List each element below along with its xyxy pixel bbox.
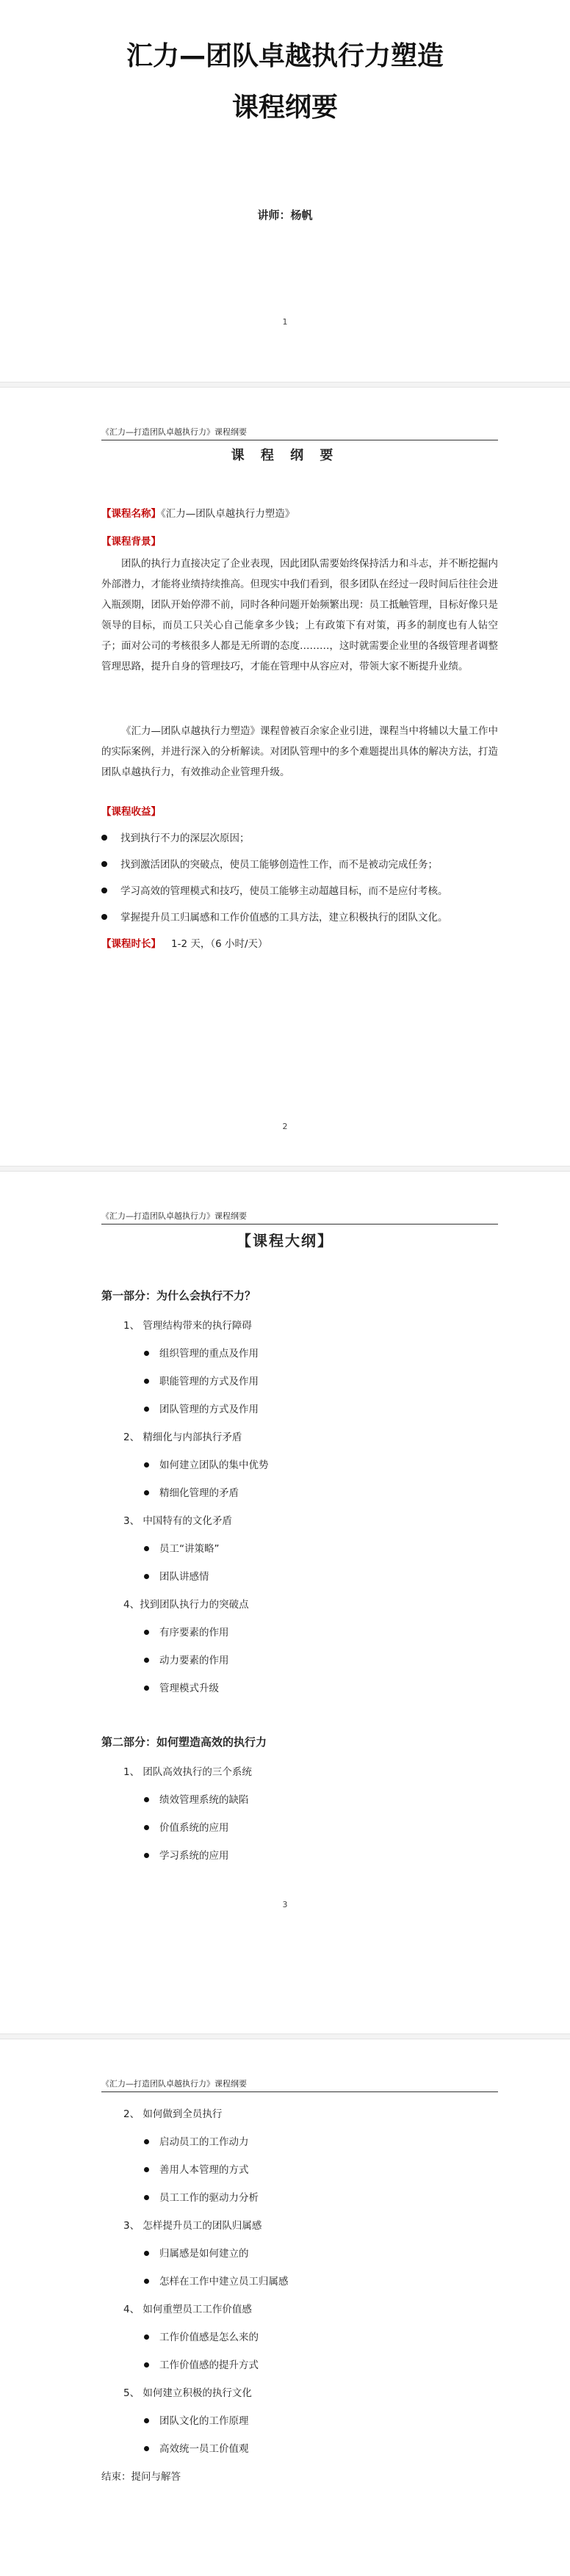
outline-sub-item: 善用人本管理的方式 — [144, 2161, 249, 2176]
cover-page — [0, 0, 570, 382]
bullet-icon — [101, 861, 107, 867]
outline-sub-item: 团队文化的工作原理 — [144, 2412, 249, 2427]
outline-sub-item: 怎样在工作中建立员工归属感 — [144, 2273, 289, 2287]
outline-sub-item: 职能管理的方式及作用 — [144, 1373, 259, 1387]
outline-item: 5、 如何建立积极的执行文化 — [123, 2387, 252, 2399]
bullet-icon — [144, 1490, 149, 1495]
duration-label: 【课程时长】 — [101, 938, 161, 950]
background-text-2: 《汇力—团队卓越执行力塑造》课程曾被百余家企业引进，课程当中将辅以大量工作中的实际案例，并进行深入的分析解读。对团队管理中的多个难题提出具体的解决方法，打造团队卓越执行力，有效推动企业管理升级。 — [101, 725, 498, 778]
outline-sub-item: 工作价值感是怎么来的 — [144, 2329, 259, 2343]
outline-sub-item: 价值系统的应用 — [144, 1819, 229, 1834]
outline-sub-item: 员工“讲策略” — [144, 1540, 220, 1555]
outline-sub-item: 精细化管理的矛盾 — [144, 1484, 239, 1499]
running-header: 《汇力—打造团队卓越执行力》课程纲要 — [101, 1210, 498, 1224]
outline-item: 3、 中国特有的文化矛盾 — [123, 1515, 232, 1527]
page-heading: 课 程 纲 要 — [231, 448, 339, 463]
bullet-icon — [144, 2167, 149, 2172]
outline-sub-item: 员工工作的驱动力分析 — [144, 2189, 259, 2204]
outline-page-continued — [0, 2039, 570, 2576]
lecturer: 讲师：杨帆 — [257, 208, 313, 222]
outline-sub-item: 高效统一员工价值观 — [144, 2440, 249, 2455]
benefits-label: 【课程收益】 — [101, 806, 161, 818]
outline-item: 4、找到团队执行力的突破点 — [123, 1599, 249, 1611]
bullet-icon — [144, 1462, 149, 1467]
syllabus-page — [0, 388, 570, 1166]
running-header: 《汇力—打造团队卓越执行力》课程纲要 — [101, 2078, 498, 2092]
bullet-icon — [144, 1574, 149, 1579]
benefit-item: 找到执行不力的深层次原因； — [101, 830, 250, 844]
outline-heading: 【课程大纲】 — [237, 1232, 333, 1249]
bullet-icon — [144, 2362, 149, 2368]
outline-item: 4、 如何重塑员工工作价值感 — [123, 2304, 252, 2315]
outline-item: 2、 如何做到全员执行 — [123, 2108, 223, 2120]
bullet-icon — [144, 1546, 149, 1551]
bullet-icon — [144, 2418, 149, 2423]
course-duration — [101, 935, 268, 950]
bullet-icon — [144, 2139, 149, 2144]
background-text-1: 团队的执行力直接决定了企业表现，因此团队需要始终保持活力和斗志，并不断挖掘内外部潜力，才能将业绩持续推高。但现实中我们看到，很多团队在经过一段时间后往往会进入瓶颈期，团队开始停滞不前，同时各种问题开始频繁出现：员工抵触管理，目标好像只是领导的目标，而员工只关心自己能拿多少钱；上有政策下有对策，再多的制度也有人钻空子；面对公司的考核很多人都是无所谓的态度………，这时就需要企业里的各级管理者调整管理思路，提升自身的管理技巧，才能在管理中从容应对，带领大家不断提升业绩。 — [101, 558, 498, 672]
bullet-icon — [144, 2334, 149, 2340]
bullet-icon — [144, 1853, 149, 1858]
bullet-icon — [101, 888, 107, 893]
outline-page — [0, 1172, 570, 2033]
outline-sub-item: 组织管理的重点及作用 — [144, 1345, 259, 1360]
benefit-item: 掌握提升员工归属感和工作价值感的工具方法，建立积极执行的团队文化。 — [101, 909, 448, 924]
course-name-label: 【课程名称】 — [101, 508, 161, 520]
cover-title-line2: 课程纲要 — [231, 92, 338, 123]
course-name-value: 《汇力—团队卓越执行力塑造》 — [161, 508, 295, 520]
bullet-icon — [144, 1825, 149, 1830]
outline-sub-item: 动力要素的作用 — [144, 1652, 229, 1666]
bullet-icon — [144, 1658, 149, 1663]
bullet-icon — [101, 835, 107, 841]
outline-sub-item: 团队讲感情 — [144, 1568, 209, 1583]
page-separator — [0, 382, 570, 388]
bullet-icon — [144, 2446, 149, 2451]
page-number: 3 — [282, 1900, 288, 1909]
outline-sub-item: 管理模式升级 — [144, 1680, 219, 1694]
bullet-icon — [144, 1379, 149, 1384]
outline-sub-item: 团队管理的方式及作用 — [144, 1401, 259, 1415]
outline-sub-item: 有序要素的作用 — [144, 1624, 229, 1639]
page-separator — [0, 1166, 570, 1172]
bullet-icon — [101, 914, 107, 920]
bullet-icon — [144, 1630, 149, 1635]
outline-sub-item: 绩效管理系统的缺陷 — [144, 1791, 249, 1806]
outline-item: 2、 精细化与内部执行矛盾 — [123, 1432, 242, 1443]
course-name — [101, 505, 295, 520]
running-header: 《汇力—打造团队卓越执行力》课程纲要 — [101, 426, 498, 440]
outline-sub-item: 归属感是如何建立的 — [144, 2245, 249, 2260]
closing-line: 结束：提问与解答 — [101, 2471, 181, 2483]
outline-item: 3、 怎样提升员工的团队归属感 — [123, 2220, 262, 2232]
outline-sub-item: 如何建立团队的集中优势 — [144, 1456, 269, 1471]
background-paragraph-1 — [101, 554, 498, 677]
bullet-icon — [144, 1797, 149, 1802]
bullet-icon — [144, 1351, 149, 1356]
page-number: 1 — [282, 317, 288, 327]
outline-sub-item: 学习系统的应用 — [144, 1847, 229, 1862]
outline-item: 1、 团队高效执行的三个系统 — [123, 1766, 252, 1778]
page-separator — [0, 2033, 570, 2039]
bullet-icon — [144, 2251, 149, 2256]
part-2-title: 第二部分：如何塑造高效的执行力 — [101, 1735, 267, 1749]
benefit-item: 找到激活团队的突破点，使员工能够创造性工作，而不是被动完成任务； — [101, 856, 438, 871]
bullet-icon — [144, 2195, 149, 2200]
outline-item: 1、 管理结构带来的执行障碍 — [123, 1320, 252, 1332]
outline-sub-item: 启动员工的工作动力 — [144, 2133, 249, 2148]
bullet-icon — [144, 2279, 149, 2284]
part-1-title: 第一部分：为什么会执行不力？ — [101, 1289, 256, 1302]
background-paragraph-2 — [101, 721, 498, 783]
bullet-icon — [144, 1686, 149, 1691]
benefit-item: 学习高效的管理模式和技巧，使员工能够主动超越目标，而不是应付考核。 — [101, 882, 448, 897]
bullet-icon — [144, 1407, 149, 1412]
duration-value: 1-2 天，（6 小时/天） — [171, 938, 268, 950]
page-number: 2 — [282, 1122, 288, 1131]
outline-sub-item: 工作价值感的提升方式 — [144, 2357, 259, 2371]
cover-title-line1: 汇力—团队卓越执行力塑造 — [126, 41, 444, 71]
background-label: 【课程背景】 — [101, 536, 161, 548]
